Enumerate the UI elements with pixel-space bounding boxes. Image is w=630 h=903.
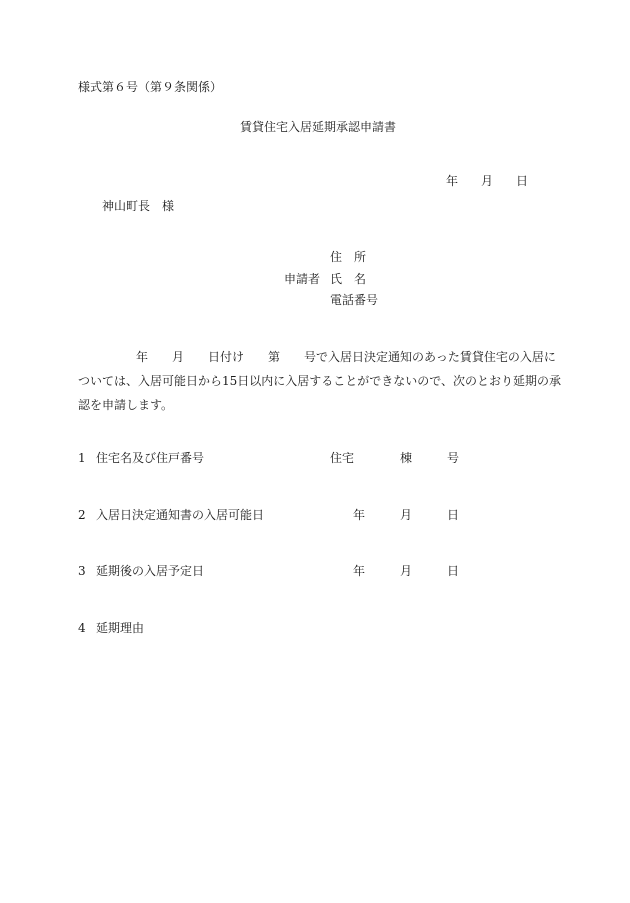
- item-housing-name: [78, 452, 478, 466]
- item-number: 1: [78, 451, 86, 465]
- item-delay-reason: [78, 622, 478, 636]
- item-number: 4: [78, 621, 86, 635]
- item-label: 住宅名及び住戸番号: [96, 451, 205, 465]
- addressee: 神山町長 様: [102, 199, 175, 213]
- body-line-2: ついては、入居可能日から15日以内に入居することができないので、次のとおり延期の承: [78, 374, 562, 388]
- document-title: 賃貸住宅入居延期承認申請書: [240, 120, 397, 134]
- date-month-label: 月: [481, 174, 494, 188]
- name-label: 氏 名: [330, 272, 367, 286]
- item-planned-date: [78, 565, 478, 579]
- item-value-day: 日: [447, 564, 460, 578]
- form-number: 様式第６号（第９条関係）: [78, 80, 223, 94]
- applicant-label: 申請者: [284, 272, 321, 286]
- item-label: 入居日決定通知書の入居可能日: [96, 508, 265, 522]
- item-label: 延期後の入居予定日: [96, 564, 205, 578]
- item-value-month: 月: [400, 564, 413, 578]
- body-line-1: 年 月 日付け 第 号で入居日決定通知のあった賃貸住宅の入居に: [136, 350, 556, 364]
- item-value-unit: 号: [447, 451, 460, 465]
- address-label: 住 所: [330, 250, 367, 264]
- request-body: [78, 345, 562, 417]
- phone-label: 電話番号: [330, 293, 379, 307]
- date-year-label: 年: [446, 174, 459, 188]
- item-value-day: 日: [447, 508, 460, 522]
- item-label: 延期理由: [96, 621, 145, 635]
- item-value-housing: 住宅: [330, 451, 355, 465]
- body-line-3: 認を申請します。: [78, 398, 174, 412]
- item-value-building: 棟: [400, 451, 413, 465]
- item-value-year: 年: [353, 564, 366, 578]
- item-value-month: 月: [400, 508, 413, 522]
- date-day-label: 日: [516, 174, 529, 188]
- item-value-year: 年: [353, 508, 366, 522]
- item-number: 3: [78, 564, 86, 578]
- item-number: 2: [78, 508, 86, 522]
- item-available-date: [78, 509, 478, 523]
